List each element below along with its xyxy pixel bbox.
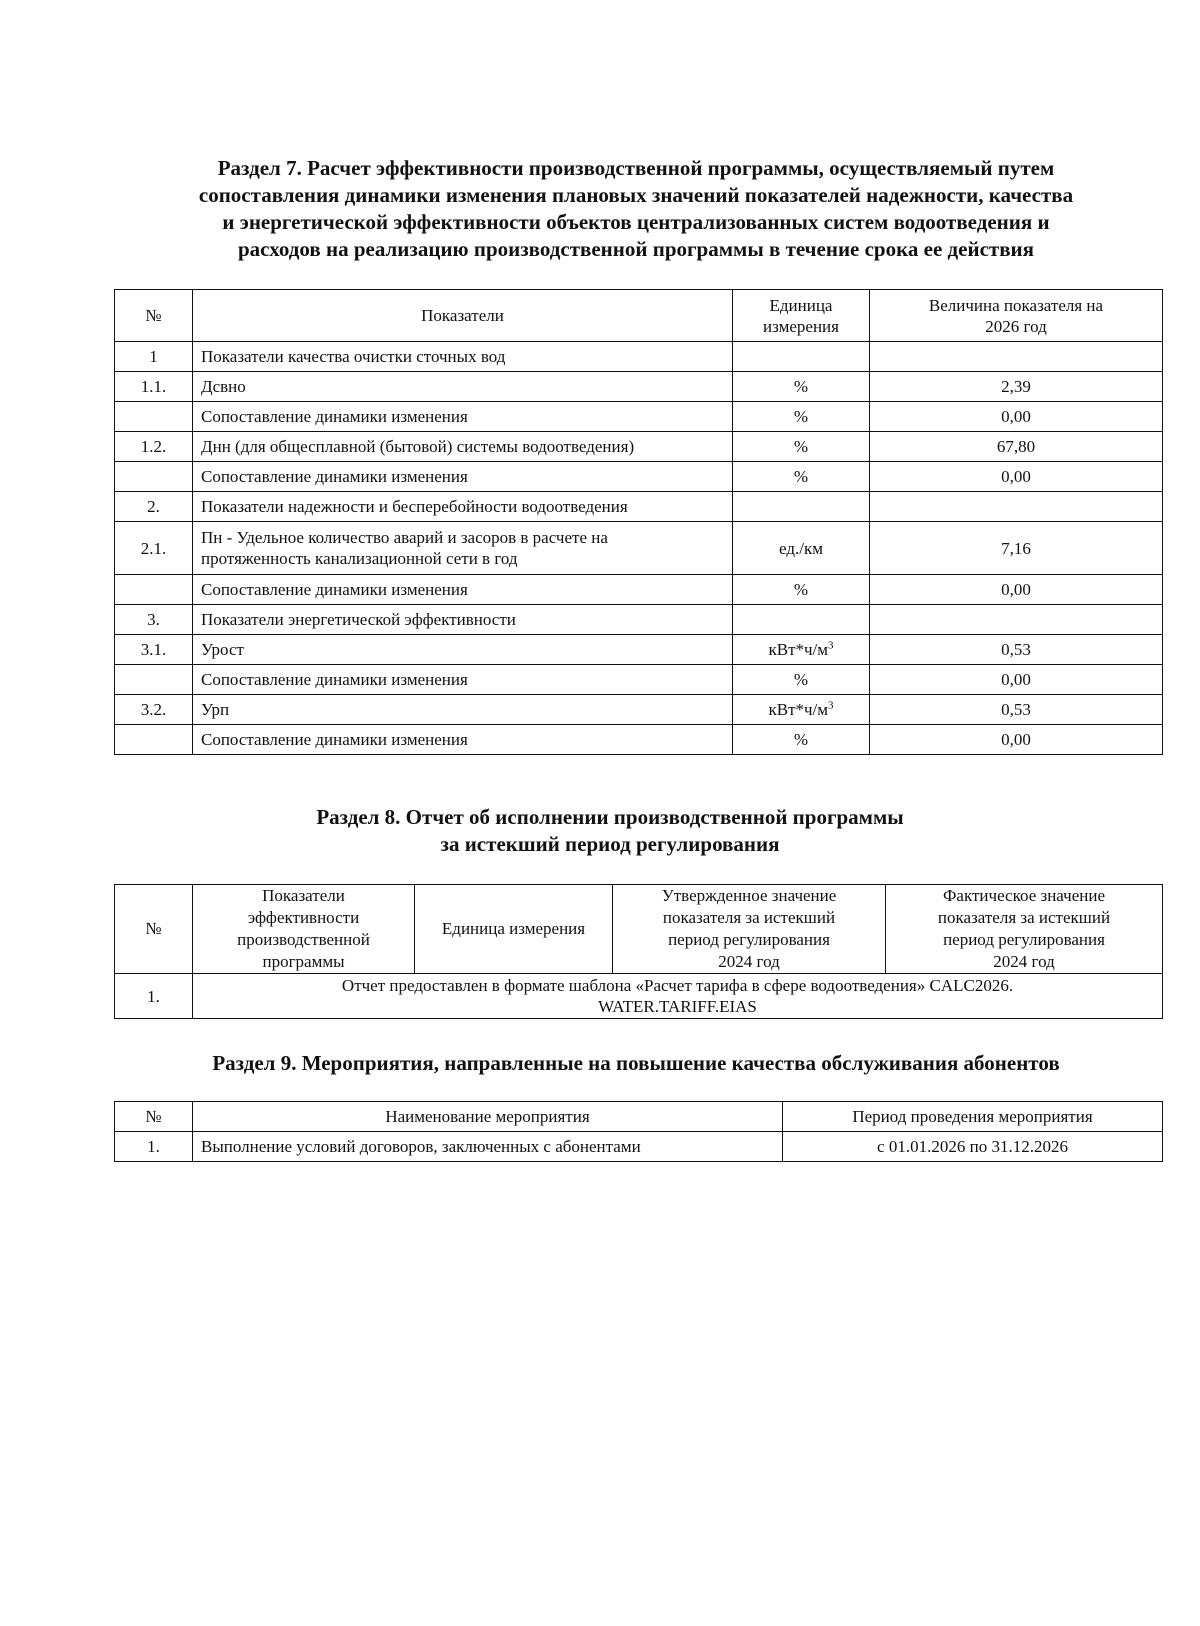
header-value (870, 290, 1163, 342)
row-unit-text: кВт*ч/м (768, 640, 829, 659)
row-unit: % (733, 575, 870, 605)
header-line: период регулирования (668, 930, 830, 949)
section7-title-line: и энергетической эффективности объектов централизованных систем водоотведения и (222, 210, 1050, 234)
table-header-row (115, 290, 1163, 342)
row-value: 7,16 (870, 522, 1163, 575)
row-value: 0,53 (870, 695, 1163, 725)
table-row (115, 402, 1163, 432)
header-num: № (115, 885, 193, 974)
table-row (115, 342, 1163, 372)
header-approved (613, 885, 886, 974)
row-num: 2. (115, 492, 193, 522)
row-unit: % (733, 462, 870, 492)
section9-table (114, 1101, 1163, 1162)
header-unit: Единица измерения (415, 885, 613, 974)
row-unit (733, 635, 870, 665)
row-unit (733, 695, 870, 725)
row-value: 0,00 (870, 462, 1163, 492)
row-value: 67,80 (870, 432, 1163, 462)
header-unit (733, 290, 870, 342)
row-name: Сопоставление динамики изменения (193, 402, 733, 432)
section8-title-line: Раздел 8. Отчет об исполнении производственной программы (316, 805, 904, 829)
header-line: производственной (237, 930, 370, 949)
row-name: Выполнение условий договоров, заключенных с абонентами (193, 1132, 783, 1162)
header-line: период регулирования (943, 930, 1105, 949)
row-unit-superscript: 3 (828, 639, 834, 652)
row-name: Сопоставление динамики изменения (193, 575, 733, 605)
row-num: 3. (115, 605, 193, 635)
row-unit (733, 605, 870, 635)
row-value: 0,00 (870, 665, 1163, 695)
table-row (115, 635, 1163, 665)
section7-title-line: сопоставления динамики изменения плановых значений показателей надежности, качества (198, 183, 1074, 207)
section7-title-line: расходов на реализацию производственной программы в течение срока ее действия (237, 237, 1035, 261)
row-num: 2.1. (115, 522, 193, 575)
row-value: 2,39 (870, 372, 1163, 402)
header-line: Показатели (262, 886, 345, 905)
row-name (193, 522, 733, 575)
row-num: 1. (115, 974, 193, 1019)
row-num: 1. (115, 1132, 193, 1162)
table-row (115, 462, 1163, 492)
row-unit: % (733, 402, 870, 432)
row-unit: % (733, 432, 870, 462)
header-line: 2024 год (718, 952, 780, 971)
row-period: с 01.01.2026 по 31.12.2026 (783, 1132, 1163, 1162)
row-name: Сопоставление динамики изменения (193, 462, 733, 492)
header-value-line: 2026 год (985, 316, 1047, 336)
row-name: Урп (193, 695, 733, 725)
row-name: Урост (193, 635, 733, 665)
header-value-line: Величина показателя на (928, 295, 1104, 315)
table-row (115, 432, 1163, 462)
row-num: 3.2. (115, 695, 193, 725)
row-num: 1.2. (115, 432, 193, 462)
row-unit-superscript: 3 (828, 699, 834, 712)
table-header-row (115, 885, 1163, 974)
row-num: 1 (115, 342, 193, 372)
row-unit: % (733, 665, 870, 695)
section9-title: Раздел 9. Мероприятия, направленные на повышение качества обслуживания абонентов (212, 1051, 1060, 1075)
header-num: № (115, 1102, 193, 1132)
row-report-text (193, 974, 1163, 1019)
header-unit-line: Единица (769, 295, 833, 315)
header-period: Период проведения мероприятия (783, 1102, 1163, 1132)
row-num (115, 462, 193, 492)
row-name: Показатели энергетической эффективности (193, 605, 733, 635)
header-indicator (193, 885, 415, 974)
section8-title-line: за истекший период регулирования (440, 832, 780, 856)
header-num: № (115, 290, 193, 342)
row-unit: ед./км (733, 522, 870, 575)
row-name: Сопоставление динамики изменения (193, 665, 733, 695)
header-name: Наименование мероприятия (193, 1102, 783, 1132)
header-line: показателя за истекший (662, 908, 836, 927)
row-name: Днн (для общесплавной (бытовой) системы водоотведения) (193, 432, 733, 462)
table-row (115, 605, 1163, 635)
header-line: эффективности (247, 908, 360, 927)
row-num (115, 402, 193, 432)
section7-title-line: Раздел 7. Расчет эффективности производственной программы, осуществляемый путем (217, 156, 1055, 180)
table-row (115, 725, 1163, 755)
section7-title (110, 155, 1162, 263)
header-unit-line: измерения (763, 316, 839, 336)
row-value (870, 492, 1163, 522)
row-num (115, 725, 193, 755)
report-text-line: Отчет предоставлен в формате шаблона «Расчет тарифа в сфере водоотведения» CALC2026. (341, 976, 1014, 995)
row-unit (733, 342, 870, 372)
row-name: Показатели качества очистки сточных вод (193, 342, 733, 372)
header-indicator: Показатели (193, 290, 733, 342)
row-unit: % (733, 372, 870, 402)
row-value: 0,00 (870, 402, 1163, 432)
row-name: Сопоставление динамики изменения (193, 725, 733, 755)
header-line: Утвержденное значение (661, 886, 837, 905)
row-name-line: Пн - Удельное количество аварий и засоров в расчете на (201, 528, 608, 547)
row-num: 3.1. (115, 635, 193, 665)
row-unit-text: кВт*ч/м (768, 700, 829, 719)
table-row (115, 492, 1163, 522)
header-actual (886, 885, 1163, 974)
row-name: Показатели надежности и бесперебойности водоотведения (193, 492, 733, 522)
row-name-line: протяженность канализационной сети в год (201, 549, 518, 568)
section8-title (110, 804, 1110, 858)
row-value (870, 605, 1163, 635)
row-value: 0,00 (870, 725, 1163, 755)
table-row (115, 372, 1163, 402)
row-num: 1.1. (115, 372, 193, 402)
report-text-line: WATER.TARIFF.EIAS (598, 997, 757, 1016)
row-value (870, 342, 1163, 372)
row-num (115, 575, 193, 605)
header-line: программы (262, 952, 345, 971)
row-value: 0,00 (870, 575, 1163, 605)
header-line: Фактическое значение (942, 886, 1105, 905)
section7-table (114, 289, 1163, 755)
table-header-row (115, 1102, 1163, 1132)
table-row (115, 974, 1163, 1019)
row-value: 0,53 (870, 635, 1163, 665)
header-line: показателя за истекший (937, 908, 1111, 927)
table-row (115, 575, 1163, 605)
row-unit: % (733, 725, 870, 755)
row-num (115, 665, 193, 695)
table-row (115, 1132, 1163, 1162)
table-row (115, 695, 1163, 725)
header-line: 2024 год (993, 952, 1055, 971)
section8-table (114, 884, 1163, 1019)
table-row (115, 522, 1163, 575)
row-unit (733, 492, 870, 522)
table-row (115, 665, 1163, 695)
row-name: Дсвно (193, 372, 733, 402)
